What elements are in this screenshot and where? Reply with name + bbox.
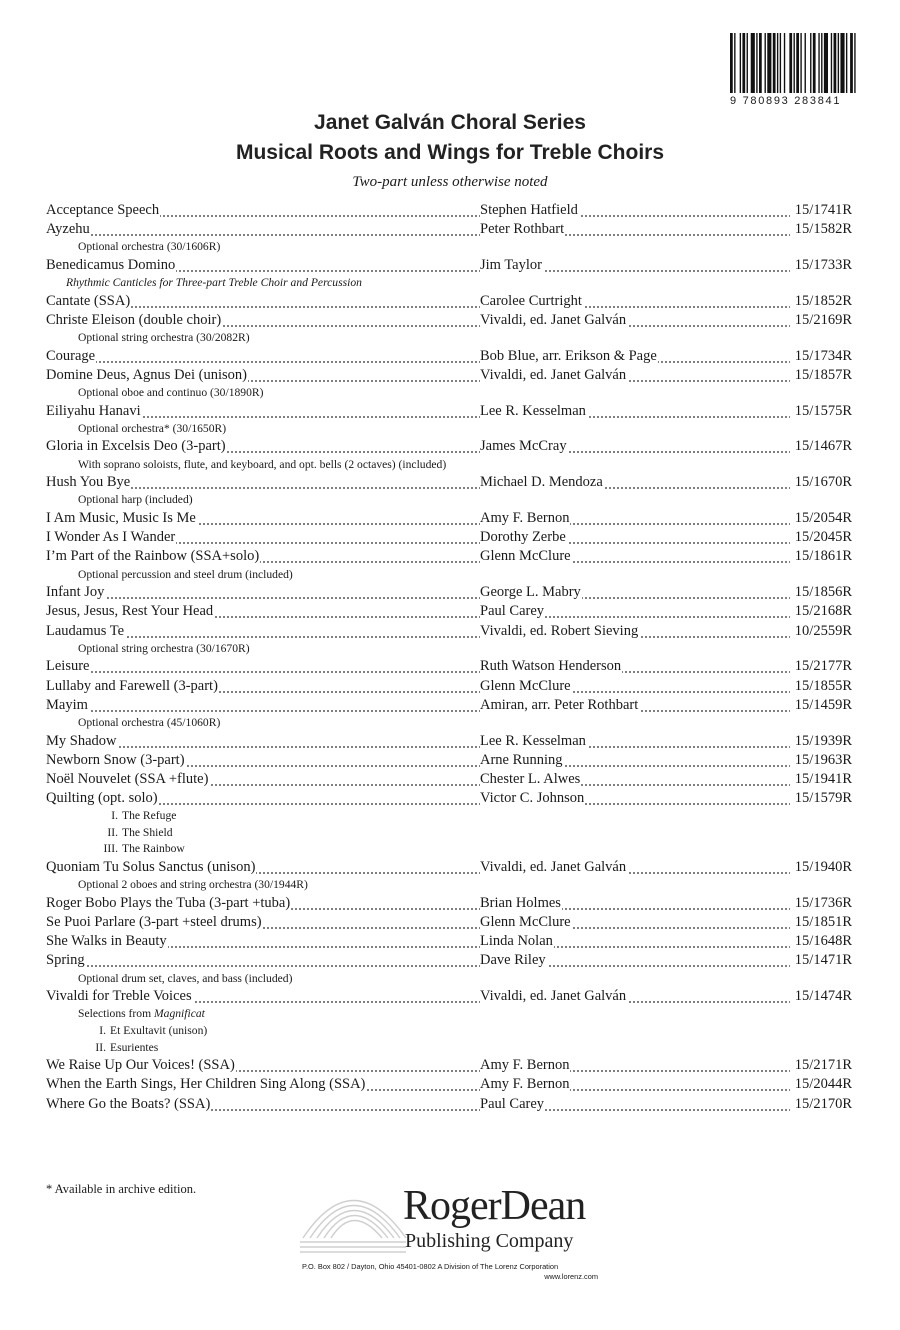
entry-row (46, 696, 852, 715)
series-subtitle: Musical Roots and Wings for Treble Choirs (235, 141, 665, 164)
catalog-entry (46, 987, 852, 1056)
barcode-bar (810, 33, 811, 93)
entry-row (46, 858, 852, 877)
entry-composer: Vivaldi, ed. Janet Galván (480, 311, 627, 328)
barcode-bar (813, 33, 816, 93)
movement-number: II. (95, 1040, 106, 1054)
catalog-entry (46, 473, 852, 509)
barcode-bar (773, 33, 776, 93)
barcode-bar (734, 33, 735, 93)
entry-italic-note: Rhythmic Canticles for Three-part Treble Choir and Percussion (66, 276, 362, 290)
entry-code: 15/2169R (794, 311, 852, 330)
entry-row (46, 292, 852, 311)
isbn-barcode (730, 33, 857, 107)
entry-note: Optional harp (included) (78, 493, 193, 507)
barcode-bar (834, 33, 837, 93)
catalog-entry (46, 913, 852, 932)
entry-row (46, 201, 852, 220)
entry-title: Se Puoi Parlare (3-part +steel drums) (46, 914, 262, 930)
barcode-bar (800, 33, 801, 93)
entry-code: 15/2171R (794, 1056, 852, 1075)
entry-code: 15/1852R (794, 292, 852, 311)
catalog-entry (46, 402, 852, 438)
entry-code: 15/1471R (794, 951, 852, 970)
entry-title: Benedicamus Domino (46, 256, 176, 273)
barcode-bar (850, 33, 853, 93)
entry-movement (46, 825, 852, 842)
entry-row (46, 437, 852, 456)
barcode-bar (751, 33, 755, 93)
entry-row (46, 1095, 852, 1114)
entry-composer: Brian Holmes (480, 894, 561, 911)
entry-code: 15/1741R (794, 201, 852, 220)
entry-code: 15/2054R (794, 509, 852, 528)
entry-code: 15/1459R (794, 696, 852, 715)
entry-composer: Vivaldi, ed. Janet Galván (480, 859, 627, 876)
entry-note: With soprano soloists, flute, and keyboard, and opt. bells (2 octaves) (included) (78, 457, 447, 471)
barcode-bar (780, 33, 781, 93)
entry-row (46, 1056, 852, 1075)
entry-row (46, 547, 852, 566)
publisher-logo (298, 1168, 608, 1298)
entry-composer: Dorothy Zerbe (480, 529, 566, 546)
entry-title: Noël Nouvelet (SSA +flute) (46, 770, 209, 787)
publisher-emblem-icon (298, 1168, 408, 1260)
entry-title: Jesus, Jesus, Rest Your Head (46, 603, 214, 620)
catalog-entry (46, 347, 852, 366)
entry-movement (46, 1040, 852, 1057)
voicing-note: Two-part unless otherwise noted (352, 174, 548, 190)
entry-row (46, 751, 852, 770)
entry-code: 15/1963R (794, 751, 852, 770)
barcode-bar (821, 33, 822, 93)
entry-title: Roger Bobo Plays the Tuba (3-part +tuba) (46, 894, 291, 911)
barcode-bar (740, 33, 741, 93)
catalog-list (46, 201, 852, 1114)
entry-title: Newborn Snow (3-part) (46, 751, 185, 768)
catalog-entry (46, 366, 852, 402)
barcode-bar (742, 33, 745, 93)
entry-title: Hush You Bye (46, 474, 131, 491)
selections-note (46, 1006, 852, 1023)
entry-row (46, 602, 852, 621)
entry-composer: Ruth Watson Henderson (480, 658, 622, 675)
entry-title: Mayim (46, 696, 88, 713)
entry-note: Optional oboe and continuo (30/1890R) (78, 386, 264, 400)
entry-code: 15/1939R (794, 732, 852, 751)
entry-row (46, 789, 852, 808)
entry-code: 15/1734R (794, 347, 852, 366)
movement-name: Esurientes (110, 1040, 159, 1054)
entry-row (46, 528, 852, 547)
entry-title: Acceptance Speech (46, 202, 160, 218)
entry-code: 15/2170R (794, 1095, 852, 1114)
entry-composer: Paul Carey (480, 603, 545, 620)
barcode-bar (767, 33, 771, 93)
entry-code: 10/2559R (794, 622, 852, 641)
movement-name: The Rainbow (122, 842, 185, 856)
catalog-entry (46, 696, 852, 732)
entry-title: I Am Music, Music Is Me (46, 510, 196, 527)
page-header (0, 108, 900, 191)
entry-row (46, 402, 852, 421)
entry-title: My Shadow (46, 732, 117, 749)
entry-code: 15/1467R (794, 437, 852, 456)
entry-movement (46, 808, 852, 825)
catalog-entry (46, 547, 852, 583)
entry-composer: Chester L. Alwes (480, 770, 581, 787)
entry-composer: Lee R. Kesselman (480, 402, 586, 419)
catalog-entry (46, 770, 852, 789)
catalog-entry (46, 732, 852, 751)
entry-composer: Paul Carey (480, 1095, 545, 1112)
entry-code: 15/1851R (794, 913, 852, 932)
entry-row (46, 583, 852, 602)
entry-movement (46, 1023, 852, 1040)
publisher-address: P.O. Box 802 / Dayton, Ohio 45401-0802 A Division of The Lorenz Corporation (302, 1262, 559, 1271)
publisher-company: Publishing Company (405, 1230, 574, 1252)
entry-row (46, 311, 852, 330)
publisher-name: RogerDean (403, 1183, 586, 1229)
movement-name: The Refuge (122, 809, 177, 823)
entry-row (46, 770, 852, 789)
entry-note: Optional orchestra (45/1060R) (78, 715, 221, 729)
entry-row (46, 509, 852, 528)
barcode-bar (818, 33, 819, 93)
entry-code: 15/1856R (794, 583, 852, 602)
entry-composer: Glenn McClure (480, 548, 571, 565)
entry-code: 15/1474R (794, 987, 852, 1006)
entry-row (46, 256, 852, 275)
catalog-entry (46, 951, 852, 987)
entry-title: Where Go the Boats? (SSA) (46, 1095, 211, 1112)
entry-row (46, 347, 852, 366)
entry-composer: Peter Rothbart (480, 221, 565, 238)
entry-composer: Michael D. Mendoza (480, 474, 603, 491)
catalog-entry (46, 528, 852, 547)
barcode-bar (838, 33, 839, 93)
catalog-entry (46, 751, 852, 770)
barcode-bar (747, 33, 748, 93)
catalog-entry (46, 677, 852, 696)
entry-title: Leisure (46, 658, 90, 675)
entry-note: Optional orchestra* (30/1650R) (78, 421, 227, 435)
entry-row (46, 473, 852, 492)
entry-code: 15/1575R (794, 402, 852, 421)
entry-code: 15/2045R (794, 528, 852, 547)
movement-number: I. (99, 1023, 106, 1037)
entry-note: Optional 2 oboes and string orchestra (30/1944R) (78, 878, 308, 892)
entry-composer: Victor C. Johnson (480, 790, 585, 807)
entry-code: 15/1579R (794, 789, 852, 808)
entry-code: 15/1736R (794, 894, 852, 913)
entry-title: She Walks in Beauty (46, 933, 167, 950)
barcode-bar (794, 33, 795, 93)
entry-code: 15/1855R (794, 677, 852, 696)
entry-title: Courage (46, 347, 96, 364)
entry-composer: Stephen Hatfield (480, 202, 578, 218)
entry-code: 15/2177R (794, 657, 852, 676)
barcode-bar (796, 33, 799, 93)
entry-title: We Raise Up Our Voices! (SSA) (46, 1057, 235, 1074)
barcode-number: 9 780893 283841 (730, 95, 842, 107)
movement-name: The Shield (122, 825, 173, 839)
entry-code: 15/1648R (794, 932, 852, 951)
entry-composer: Glenn McClure (480, 914, 571, 930)
entry-title: Eiliyahu Hanavi (46, 402, 141, 419)
entry-row (46, 657, 852, 676)
barcode-bar (730, 33, 733, 93)
catalog-entry (46, 437, 852, 473)
entry-row (46, 913, 852, 932)
entry-composer: Bob Blue, arr. Erikson & Page (480, 347, 657, 364)
catalog-entry (46, 292, 852, 311)
catalog-entry (46, 789, 852, 858)
entry-title: Quoniam Tu Solus Sanctus (unison) (46, 859, 256, 876)
entry-code: 15/2168R (794, 602, 852, 621)
catalog-entry (46, 256, 852, 292)
entry-composer: Lee R. Kesselman (480, 732, 586, 749)
entry-code: 15/1733R (794, 256, 852, 275)
entry-composer: Vivaldi, ed. Janet Galván (480, 988, 627, 1005)
entry-code: 15/1582R (794, 220, 852, 239)
entry-title: Laudamus Te (46, 622, 125, 639)
movement-number: I. (111, 809, 118, 823)
entry-title: Quilting (opt. solo) (46, 790, 158, 807)
entry-composer: Arne Running (480, 751, 563, 768)
entry-row (46, 932, 852, 951)
catalog-entry (46, 1075, 852, 1094)
entry-composer: Vivaldi, ed. Robert Sieving (480, 622, 639, 639)
entry-note: Optional orchestra (30/1606R) (78, 240, 221, 254)
catalog-entry (46, 622, 852, 658)
entry-composer: Vivaldi, ed. Janet Galván (480, 366, 627, 383)
entry-row (46, 732, 852, 751)
entry-row (46, 951, 852, 970)
movement-number: II. (107, 825, 118, 839)
entry-title: When the Earth Sings, Her Children Sing Along (SSA) (46, 1076, 366, 1093)
barcode-bar (777, 33, 778, 93)
entry-row (46, 987, 852, 1006)
entry-note: Optional percussion and steel drum (included) (78, 567, 293, 581)
entry-title: I Wonder As I Wander (46, 529, 176, 546)
entry-composer: Amy F. Bernon (480, 1057, 570, 1074)
entry-title: Infant Joy (46, 584, 105, 601)
entry-composer: James McCray (480, 438, 567, 455)
catalog-entry (46, 583, 852, 602)
barcode-bar (831, 33, 832, 93)
entry-row (46, 894, 852, 913)
entry-code: 15/1857R (794, 366, 852, 385)
entry-note: Optional drum set, claves, and bass (included) (78, 971, 293, 985)
entry-code: 15/1861R (794, 547, 852, 566)
entry-title: Cantate (SSA) (46, 292, 131, 309)
entry-title: Spring (46, 952, 85, 969)
entry-composer: Carolee Curtright (480, 292, 582, 309)
entry-composer: Dave Riley (480, 952, 546, 969)
barcode-bar (824, 33, 828, 93)
entry-title: Ayzehu (46, 221, 90, 238)
publisher-url: www.lorenz.com (544, 1272, 598, 1281)
barcode-bar (840, 33, 844, 93)
selections-prefix: Selections from (78, 1007, 154, 1021)
catalog-entry (46, 220, 852, 256)
catalog-entry (46, 657, 852, 676)
barcode-bar (759, 33, 762, 93)
barcode-bar (765, 33, 766, 93)
catalog-entry (46, 1056, 852, 1075)
catalog-entry (46, 894, 852, 913)
entry-row (46, 1075, 852, 1094)
catalog-entry (46, 201, 852, 220)
entry-composer: Jim Taylor (480, 256, 542, 273)
entry-composer: Glenn McClure (480, 677, 571, 694)
entry-code: 15/1940R (794, 858, 852, 877)
catalog-entry (46, 858, 852, 894)
movement-number: III. (103, 842, 118, 856)
entry-code: 15/1670R (794, 473, 852, 492)
catalog-entry (46, 311, 852, 347)
entry-code: 15/2044R (794, 1075, 852, 1094)
entry-composer: Linda Nolan (480, 933, 553, 950)
entry-composer: Amy F. Bernon (480, 510, 570, 527)
entry-row (46, 677, 852, 696)
movement-name: Et Exultavit (unison) (110, 1023, 208, 1037)
entry-title: Domine Deus, Agnus Dei (unison) (46, 366, 247, 383)
barcode-bar (756, 33, 757, 93)
barcode-bars (730, 33, 857, 93)
entry-title: I’m Part of the Rainbow (SSA+solo) (46, 548, 260, 565)
entry-row (46, 366, 852, 385)
catalog-entry (46, 602, 852, 621)
barcode-bar (784, 33, 785, 93)
entry-title: Lullaby and Farewell (3-part) (46, 677, 218, 694)
selections-work: Magnificat (154, 1007, 205, 1021)
entry-composer: George L. Mabry (480, 584, 581, 601)
barcode-bar (789, 33, 792, 93)
entry-note: Optional string orchestra (30/2082R) (78, 331, 250, 345)
barcode-bar (854, 33, 855, 93)
series-title: Janet Galván Choral Series (314, 111, 586, 134)
barcode-bar (846, 33, 847, 93)
entry-note: Optional string orchestra (30/1670R) (78, 641, 250, 655)
entry-composer: Amiran, arr. Peter Rothbart (480, 696, 639, 713)
archive-footnote: * Available in archive edition. (46, 1182, 197, 1196)
entry-title: Gloria in Excelsis Deo (3-part) (46, 438, 226, 455)
catalog-entry (46, 1095, 852, 1114)
entry-row (46, 622, 852, 641)
entry-composer: Amy F. Bernon (480, 1076, 570, 1093)
entry-row (46, 220, 852, 239)
catalog-entry (46, 932, 852, 951)
catalog-entry (46, 509, 852, 528)
entry-code: 15/1941R (794, 770, 852, 789)
entry-title: Christe Eleison (double choir) (46, 311, 222, 328)
entry-movement (46, 841, 852, 858)
entry-title: Vivaldi for Treble Voices (46, 988, 192, 1005)
barcode-bar (805, 33, 806, 93)
